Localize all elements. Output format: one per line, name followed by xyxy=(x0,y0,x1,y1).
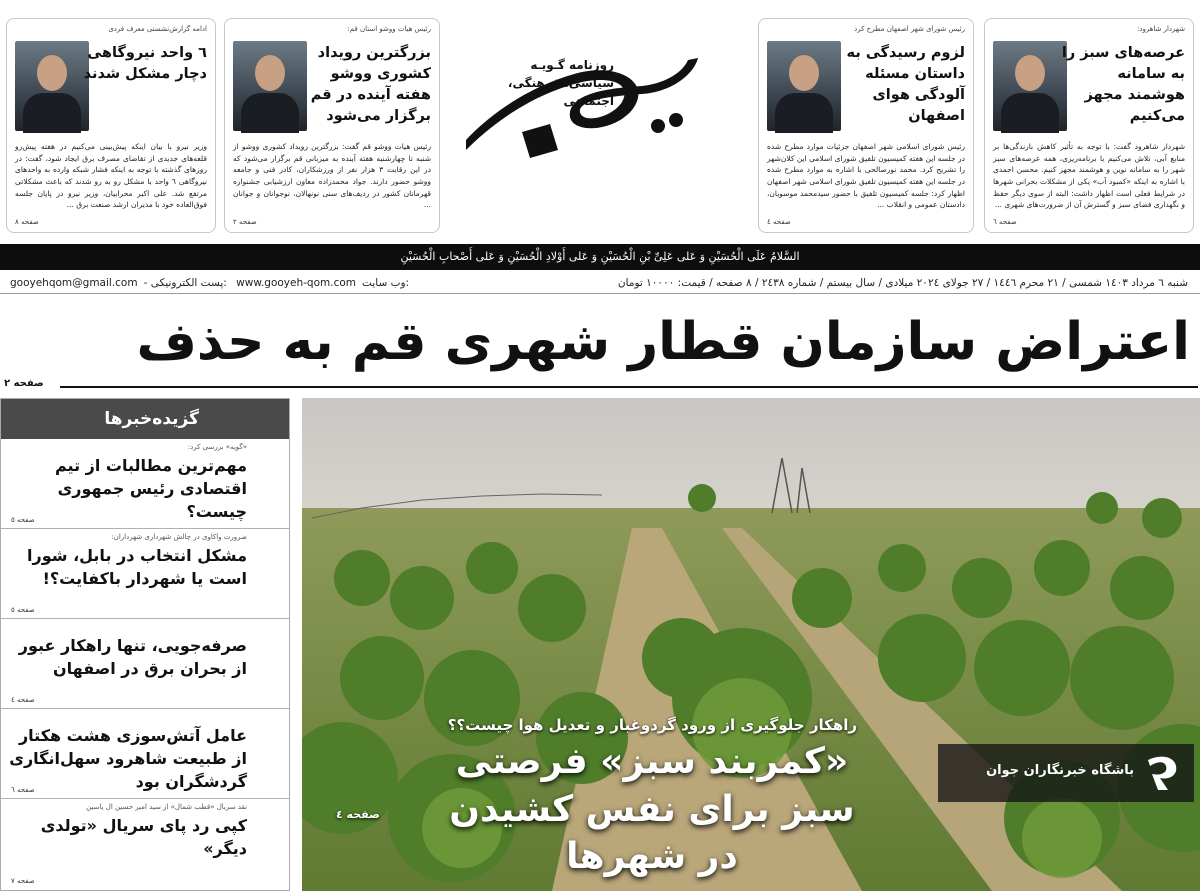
teaser-headline[interactable]: لزوم رسیدگی به داستان مسئله آلودگی هوای اصفهان xyxy=(846,45,965,125)
teaser-body: رئیس شورای اسلامی شهر اصفهان جزئیات موارد مطرح شده در جلسه این هفته کمیسیون تلفیق شورای اسلامی این کلان‌شهر را تشریح کرد. محمد نورصالحی با اشاره به موارد مطرح شده در جلسه این هفته کمیسیون تلفیق شورای اسلامی شهر اصفهان اظهار کرد: جلسه کمیسیون تلفیق با حضور سیدمحمد موسویان، دادستان عمومی و انقلاب ... xyxy=(767,142,965,210)
sidebar-header: گزیده‌خبرها xyxy=(1,399,289,439)
photo-credit: باشگاه خبرنگاران جوان xyxy=(986,763,1134,778)
website-label: وب سایت: xyxy=(362,277,410,289)
photo-credit-box xyxy=(938,744,1194,802)
sidebar-item-page-ref: صفحه ٦ xyxy=(11,786,35,794)
sidebar-item[interactable] xyxy=(1,709,289,799)
teaser-body: رئیس هیات ووشو قم گفت: بزرگترین رویداد کشوری ووشو از شنبه تا چهارشنبه هفته آینده به میزبانی قم برگزار می‌شود که در این رقابت ۳ هزار نفر از ورزشکاران، کادر فنی و جامعه ووشو حضور دارند. جواد محمدزاده معاون ارزشیابی جشنواره قهرمانان کشور در ردیف‌های سنی نونهالان، نوجوانان و جوانان ... xyxy=(233,142,431,210)
sidebar-item-kicker xyxy=(7,623,277,634)
sidebar-item-kicker: ضرورت واکاوی در چالش شهرداری شهرداران: xyxy=(111,533,247,541)
teaser-body: وزیر نیرو با بیان اینکه پیش‌بینی می‌کنیم در هفته پیش‌رو قلعه‌های جدیدی از تقاضای مصرف برق ایجاد شود، گفت: در روزهای گذشته با توجه به اینکه فشار شبکه وارده به واحدهای نیروگاهی ٦ واحد با مشکل رو به رو شدند که باعث مشکلاتی مرتفع شد. علی اکبر محرابیان، وزیر نیرو در پایان جلسه فوق‌العاده خود با مدیران ارشد صنعت برق ... xyxy=(15,142,207,210)
headline-divider xyxy=(60,386,1198,388)
tagline-line-1: روزنامه گـویـه xyxy=(530,58,614,72)
sidebar-item[interactable] xyxy=(1,619,289,709)
sidebar-item[interactable] xyxy=(1,439,289,529)
website-link[interactable]: www.gooyeh-qom.com xyxy=(236,277,357,289)
tagline-line-2: سیاسی، فرهنگی، اجتماعی xyxy=(507,76,614,108)
teaser-headline[interactable]: ٦ واحد نیروگاهی دچار مشکل شدند xyxy=(83,45,207,83)
photo-page-ref: صفحه ٤ xyxy=(336,808,380,821)
sidebar-item-title[interactable]: مشکل انتخاب در بابل، شورا است یا شهردار باکفایت؟! xyxy=(27,546,247,589)
sidebar-item-page-ref: صفحه ٤ xyxy=(11,696,35,704)
sidebar-item[interactable] xyxy=(1,529,289,619)
teaser-page-ref: صفحه ٨ xyxy=(15,218,39,226)
teaser-photo xyxy=(767,41,841,131)
masthead-tagline xyxy=(454,56,614,110)
sidebar-item-title[interactable]: کپی رد پای سریال «تولدی دیگر» xyxy=(40,816,247,859)
photo-headline[interactable]: «کمربند سبز» فرصتی سبز برای نفس کشیدن در شهرها xyxy=(449,741,855,878)
teaser-page-ref: صفحه ٤ xyxy=(767,218,791,226)
lead-photo[interactable] xyxy=(302,398,1200,891)
sidebar-item-page-ref: صفحه ٥ xyxy=(11,606,35,614)
teaser-body: شهردار شاهرود گفت: با توجه به تأثیر کاهش بارندگی‌ها بر منابع آبی، تلاش می‌کنیم با برنامه‌ریزی، همه عرصه‌های سبز شهر را به سامانه نوین و هوشمند مجهز کنیم. محسن احمدی با اشاره به اینکه «کمبود آب» یکی از مشکلات بحرانی شهرها در شرایط فعلی است اظهار داشت: البته از سوی دیگر حفظ و نگهداری فضای سبز و گسترش آن از ضرورت‌های شهری ... xyxy=(993,142,1185,210)
sidebar-item-kicker: نقد سریال «قطب شمال» از سید امیر حسین ال یاسین xyxy=(86,803,247,811)
teaser-card-1[interactable] xyxy=(984,18,1194,233)
teaser-headline[interactable]: عرصه‌های سبز را به سامانه هوشمند مجهز می‌کنیم xyxy=(1061,45,1185,125)
masthead xyxy=(452,14,752,239)
teaser-page-ref: صفحه ٢ xyxy=(233,218,257,226)
main-page-ref: صفحه ٢ xyxy=(4,378,44,389)
teaser-kicker: رئیس هیات ووشو استان قم: xyxy=(347,25,431,33)
teaser-card-2[interactable] xyxy=(758,18,974,233)
teaser-headline[interactable]: بزرگترین رویداد کشوری ووشو هفته آینده در قم برگزار می‌شود xyxy=(310,45,431,125)
issue-details: شنبه ٦ مرداد ١٤٠٣ شمسی / ٢١ محرم ١٤٤٦ / ٢٧ جولای ٢٠٢٤ میلادی / سال بیستم / شماره ٢٤٣٨ / ٨ صفحه / قیمت: ١٠٠٠٠ تومان xyxy=(617,277,1188,289)
ypc-logo-icon xyxy=(1140,750,1184,794)
sidebar-item[interactable] xyxy=(1,799,289,889)
sidebar-item-page-ref: صفحه ٧ xyxy=(11,877,35,885)
sidebar-item-kicker xyxy=(7,713,277,724)
blessing-bar: السَّلامُ عَلَى الْحُسَیْنِ وَ عَلی عَلِیِّ بْنِ الْحُسَیْنِ وَ عَلی أَوْلادِ الْحُسَیْنِ وَ عَلی أَصْحابِ الْحُسَیْنِ xyxy=(0,244,1200,270)
teaser-card-3[interactable] xyxy=(224,18,440,233)
email-label: - پست الکترونیکی: xyxy=(143,277,227,289)
teaser-kicker: رئیس شورای شهر اصفهان مطرح کرد xyxy=(854,25,965,33)
photo-kicker: راهکار جلوگیری از ورود گردوغبار و تعدیل هوا چیست؟؟ xyxy=(447,716,857,734)
teaser-photo xyxy=(233,41,307,131)
issue-info-bar xyxy=(0,272,1200,294)
news-sidebar xyxy=(0,398,290,891)
teaser-kicker: شهردار شاهرود: xyxy=(1136,25,1185,33)
sidebar-item-page-ref: صفحه ٥ xyxy=(11,516,35,524)
sidebar-item-title[interactable]: صرفه‌جویی، تنها راهکار عبور از بحران برق در اصفهان xyxy=(18,636,247,679)
teaser-kicker: ادامه گزارش‌نشستی معرف فردی xyxy=(108,25,207,33)
teaser-card-4[interactable] xyxy=(6,18,216,233)
main-headline[interactable]: اعتراض سازمان قطار شهری قم به حذف xyxy=(136,312,1190,372)
sidebar-item-title[interactable]: مهم‌ترین مطالبات از تیم اقتصادی رئیس جمهوری چیست؟ xyxy=(55,456,247,522)
sidebar-item-title[interactable]: عامل آتش‌سوزی هشت هکتار از طبیعت شاهرود سهل‌انگاری گردشگران بود xyxy=(9,726,247,792)
contact-info xyxy=(10,272,415,294)
email-link[interactable]: gooyehqom@gmail.com xyxy=(10,277,138,289)
teaser-row xyxy=(0,0,1200,240)
sidebar-item-kicker: «گویه» بررسی کرد: xyxy=(187,443,247,451)
teaser-page-ref: صفحه ٦ xyxy=(993,218,1017,226)
